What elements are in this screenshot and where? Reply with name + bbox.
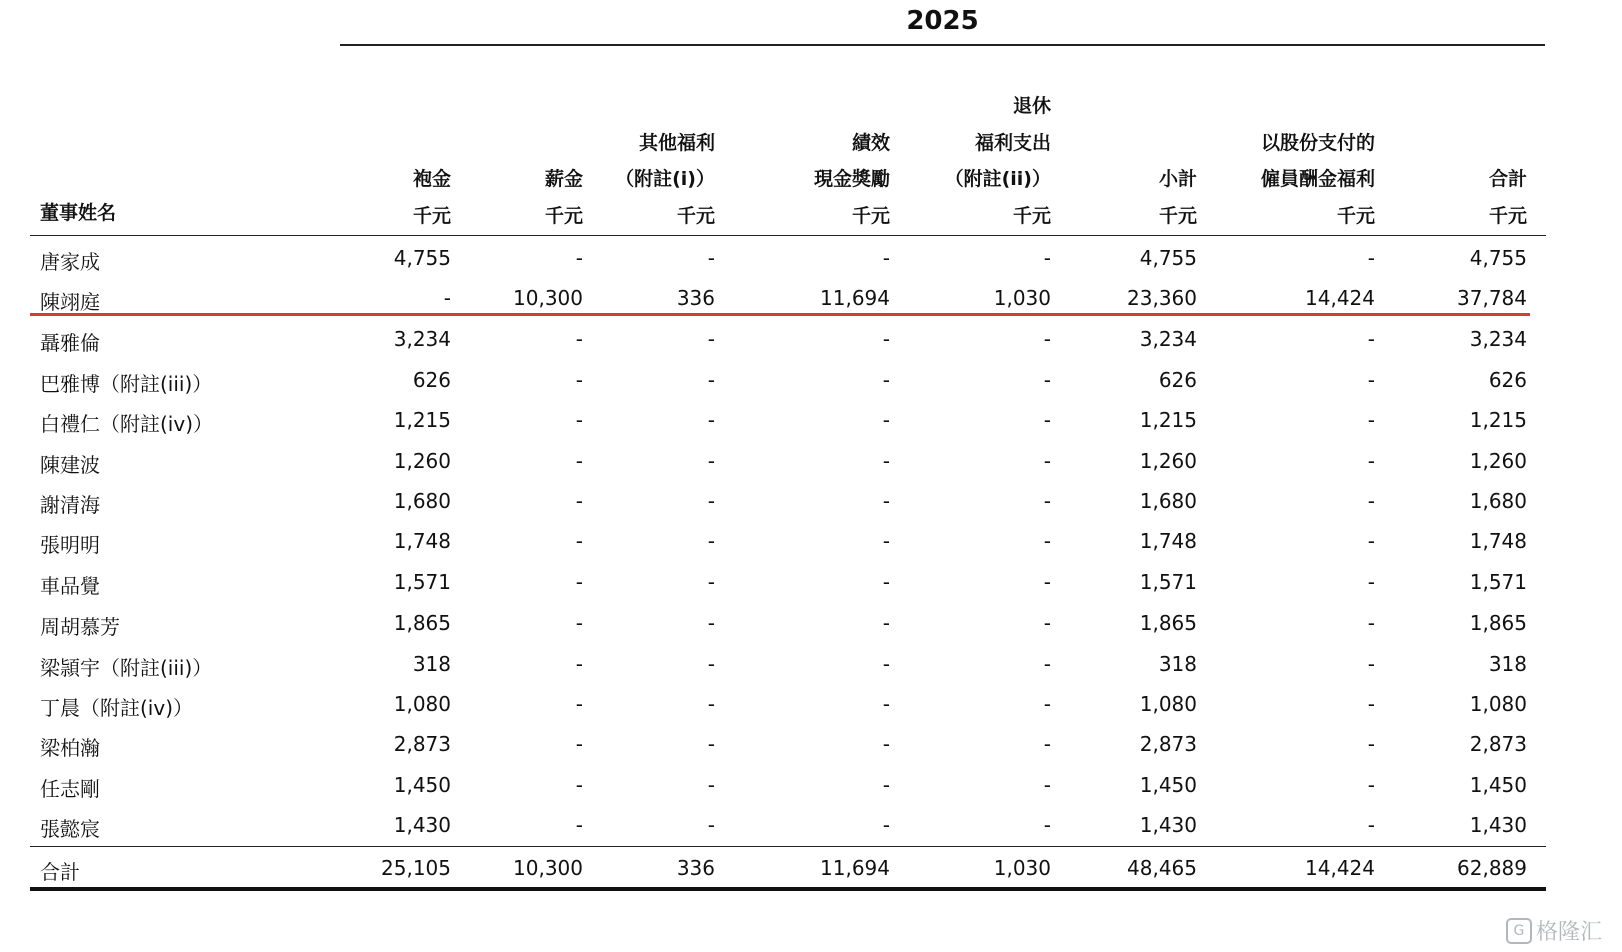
director-name: 白禮仁（附註(iv)）: [40, 412, 213, 436]
year-rule: [340, 44, 1545, 46]
column-header-line: 合計: [1488, 168, 1527, 191]
value-cell: 1,430: [1139, 813, 1197, 837]
column-header-line: 薪金: [544, 168, 583, 191]
value-cell: 1,571: [393, 570, 451, 594]
value-cell: -: [882, 773, 890, 797]
value-cell: -: [882, 732, 890, 756]
director-name: 張明明: [40, 533, 100, 557]
column-unit: 千元: [1488, 204, 1527, 227]
value-cell: -: [1043, 611, 1051, 635]
column-unit: 千元: [1158, 204, 1197, 227]
value-cell: -: [575, 368, 583, 392]
value-cell: -: [707, 489, 715, 513]
total-bottom-rule: [30, 887, 1546, 891]
column-header-line: 現金獎勵: [813, 168, 890, 191]
column-header-2: [615, 125, 715, 235]
value-cell: -: [575, 773, 583, 797]
value-cell: 1,080: [1139, 692, 1197, 716]
value-cell: -: [882, 246, 890, 270]
value-cell: 1,080: [393, 692, 451, 716]
value-cell: -: [1043, 732, 1051, 756]
value-cell: 14,424: [1305, 286, 1375, 310]
value-cell: -: [882, 327, 890, 351]
value-cell: -: [707, 246, 715, 270]
value-cell: 3,234: [393, 327, 451, 351]
value-cell: -: [707, 327, 715, 351]
value-cell: 336: [676, 286, 715, 310]
director-name: 任志剛: [40, 777, 100, 801]
column-unit: 千元: [544, 204, 583, 227]
column-header-6: [1261, 125, 1375, 235]
value-cell: 1,571: [1139, 570, 1197, 594]
value-cell: 1,260: [1469, 449, 1527, 473]
director-name: 巴雅博（附註(iii)）: [40, 372, 213, 396]
value-cell: -: [575, 692, 583, 716]
column-header-line: 以股份支付的: [1260, 131, 1375, 154]
director-name-header: 董事姓名: [40, 202, 117, 224]
value-cell: 318: [412, 652, 451, 676]
value-cell: -: [1367, 246, 1375, 270]
value-cell: -: [575, 732, 583, 756]
value-cell: -: [1367, 732, 1375, 756]
table-row: [0, 286, 1622, 326]
value-cell: -: [1043, 327, 1051, 351]
value-cell: -: [882, 570, 890, 594]
total-value-cell: 336: [676, 856, 715, 880]
table-row: [0, 773, 1622, 813]
value-cell: 1,748: [1469, 529, 1527, 553]
value-cell: -: [1367, 327, 1375, 351]
value-cell: 1,680: [1469, 489, 1527, 513]
value-cell: 1,260: [1139, 449, 1197, 473]
value-cell: -: [882, 813, 890, 837]
value-cell: -: [575, 570, 583, 594]
total-value-cell: 62,889: [1457, 856, 1527, 880]
director-name: 車品覺: [40, 574, 100, 598]
value-cell: -: [707, 408, 715, 432]
value-cell: 626: [412, 368, 451, 392]
value-cell: 626: [1488, 368, 1527, 392]
value-cell: -: [575, 408, 583, 432]
value-cell: -: [882, 408, 890, 432]
column-header-7: [1489, 161, 1527, 234]
table-row: [0, 408, 1622, 448]
value-cell: -: [1043, 449, 1051, 473]
value-cell: -: [882, 611, 890, 635]
column-header-4: [945, 88, 1051, 234]
director-name: 陳翊庭: [40, 290, 100, 314]
value-cell: 1,215: [1139, 408, 1197, 432]
value-cell: -: [1367, 489, 1375, 513]
column-header-line: 小計: [1158, 168, 1197, 191]
value-cell: -: [1367, 692, 1375, 716]
value-cell: -: [575, 449, 583, 473]
value-cell: -: [1367, 570, 1375, 594]
column-header-5: [1159, 161, 1197, 234]
value-cell: 1,430: [393, 813, 451, 837]
total-value-cell: 14,424: [1305, 856, 1375, 880]
value-cell: 1,450: [393, 773, 451, 797]
director-name: 梁頴宇（附註(iii)）: [40, 656, 213, 680]
column-header-1: [545, 161, 583, 234]
value-cell: -: [1043, 529, 1051, 553]
value-cell: 2,873: [1139, 732, 1197, 756]
table-row: [0, 611, 1622, 651]
director-name: 謝清海: [40, 493, 100, 517]
value-cell: -: [1367, 813, 1375, 837]
value-cell: -: [707, 611, 715, 635]
value-cell: 1,865: [393, 611, 451, 635]
value-cell: -: [1367, 773, 1375, 797]
value-cell: -: [1043, 246, 1051, 270]
value-cell: -: [1367, 529, 1375, 553]
column-unit: 千元: [1336, 204, 1375, 227]
value-cell: 1,680: [1139, 489, 1197, 513]
column-header-3: [814, 125, 890, 235]
column-header-line: （附註(ii)）: [944, 168, 1051, 191]
value-cell: 1,215: [393, 408, 451, 432]
total-value-cell: 10,300: [513, 856, 583, 880]
value-cell: 318: [1488, 652, 1527, 676]
total-label: 合計: [40, 860, 80, 884]
value-cell: -: [707, 732, 715, 756]
value-cell: 3,234: [1139, 327, 1197, 351]
value-cell: -: [707, 368, 715, 392]
value-cell: 23,360: [1127, 286, 1197, 310]
value-cell: -: [882, 692, 890, 716]
director-name: 聶雅倫: [40, 331, 100, 355]
watermark: [1506, 915, 1602, 946]
watermark-text: 格隆汇: [1535, 920, 1602, 945]
column-header-line: 退休: [1012, 95, 1051, 118]
director-name: 陳建波: [40, 453, 100, 477]
value-cell: -: [1367, 652, 1375, 676]
value-cell: -: [443, 286, 451, 310]
value-cell: -: [575, 529, 583, 553]
table-row: [0, 489, 1622, 529]
value-cell: 1,030: [993, 286, 1051, 310]
value-cell: -: [707, 449, 715, 473]
table-row: [0, 327, 1622, 367]
value-cell: -: [1367, 611, 1375, 635]
value-cell: 626: [1158, 368, 1197, 392]
value-cell: -: [1367, 368, 1375, 392]
header-rule: [30, 235, 1546, 236]
value-cell: -: [882, 529, 890, 553]
value-cell: -: [1043, 489, 1051, 513]
value-cell: -: [1043, 368, 1051, 392]
value-cell: 1,680: [393, 489, 451, 513]
table-row: [0, 813, 1622, 853]
total-value-cell: 11,694: [820, 856, 890, 880]
table-row: [0, 368, 1622, 408]
value-cell: 1,080: [1469, 692, 1527, 716]
value-cell: -: [707, 652, 715, 676]
value-cell: 1,748: [1139, 529, 1197, 553]
value-cell: -: [1043, 570, 1051, 594]
value-cell: -: [1043, 813, 1051, 837]
value-cell: 4,755: [1469, 246, 1527, 270]
column-unit: 千元: [412, 204, 451, 227]
value-cell: 4,755: [1139, 246, 1197, 270]
value-cell: -: [1043, 652, 1051, 676]
value-cell: 1,450: [1139, 773, 1197, 797]
value-cell: 1,748: [393, 529, 451, 553]
value-cell: 1,865: [1139, 611, 1197, 635]
column-header-line: 袍金: [412, 168, 451, 191]
value-cell: 1,865: [1469, 611, 1527, 635]
column-unit: 千元: [676, 204, 715, 227]
table-row: [0, 529, 1622, 569]
director-name: 周胡慕芳: [40, 615, 120, 639]
value-cell: 2,873: [393, 732, 451, 756]
total-top-rule: [30, 846, 1546, 847]
total-value-cell: 48,465: [1127, 856, 1197, 880]
value-cell: -: [707, 529, 715, 553]
column-header-0: [413, 161, 451, 234]
column-header-line: 績效: [851, 131, 890, 154]
table-row: [0, 246, 1622, 286]
value-cell: -: [882, 368, 890, 392]
table-row: [0, 570, 1622, 610]
value-cell: 11,694: [820, 286, 890, 310]
director-name: 唐家成: [40, 250, 100, 274]
column-header-line: 僱員酬金福利: [1260, 168, 1375, 191]
value-cell: -: [1367, 408, 1375, 432]
value-cell: 1,260: [393, 449, 451, 473]
value-cell: -: [1043, 692, 1051, 716]
value-cell: 1,450: [1469, 773, 1527, 797]
director-name: 梁柏瀚: [40, 736, 100, 760]
table-row: [0, 652, 1622, 692]
gelonghui-logo-icon: G: [1506, 918, 1532, 944]
column-header-line: （附註(i)）: [615, 168, 715, 191]
value-cell: -: [707, 692, 715, 716]
total-value-cell: 25,105: [381, 856, 451, 880]
value-cell: 1,430: [1469, 813, 1527, 837]
table-row: [0, 732, 1622, 772]
value-cell: 3,234: [1469, 327, 1527, 351]
value-cell: -: [1043, 408, 1051, 432]
column-header-line: 其他福利: [638, 131, 715, 154]
director-name: 張懿宸: [40, 817, 100, 841]
column-unit: 千元: [851, 204, 890, 227]
value-cell: -: [882, 449, 890, 473]
director-name: 丁晨（附註(iv)）: [40, 696, 193, 720]
value-cell: 1,571: [1469, 570, 1527, 594]
value-cell: -: [575, 246, 583, 270]
value-cell: -: [707, 570, 715, 594]
value-cell: -: [707, 813, 715, 837]
table-row: [0, 692, 1622, 732]
value-cell: 318: [1158, 652, 1197, 676]
column-unit: 千元: [1012, 204, 1051, 227]
column-header-line: 福利支出: [974, 131, 1051, 154]
value-cell: -: [575, 813, 583, 837]
value-cell: -: [707, 773, 715, 797]
value-cell: -: [575, 652, 583, 676]
value-cell: -: [1367, 449, 1375, 473]
value-cell: 37,784: [1457, 286, 1527, 310]
value-cell: -: [1043, 773, 1051, 797]
value-cell: -: [575, 327, 583, 351]
value-cell: 10,300: [513, 286, 583, 310]
value-cell: -: [882, 489, 890, 513]
value-cell: -: [882, 652, 890, 676]
value-cell: 1,215: [1469, 408, 1527, 432]
year-heading: 2025: [906, 6, 979, 36]
value-cell: 4,755: [393, 246, 451, 270]
value-cell: -: [575, 489, 583, 513]
value-cell: 2,873: [1469, 732, 1527, 756]
value-cell: -: [575, 611, 583, 635]
table-row: [0, 449, 1622, 489]
total-value-cell: 1,030: [993, 856, 1051, 880]
